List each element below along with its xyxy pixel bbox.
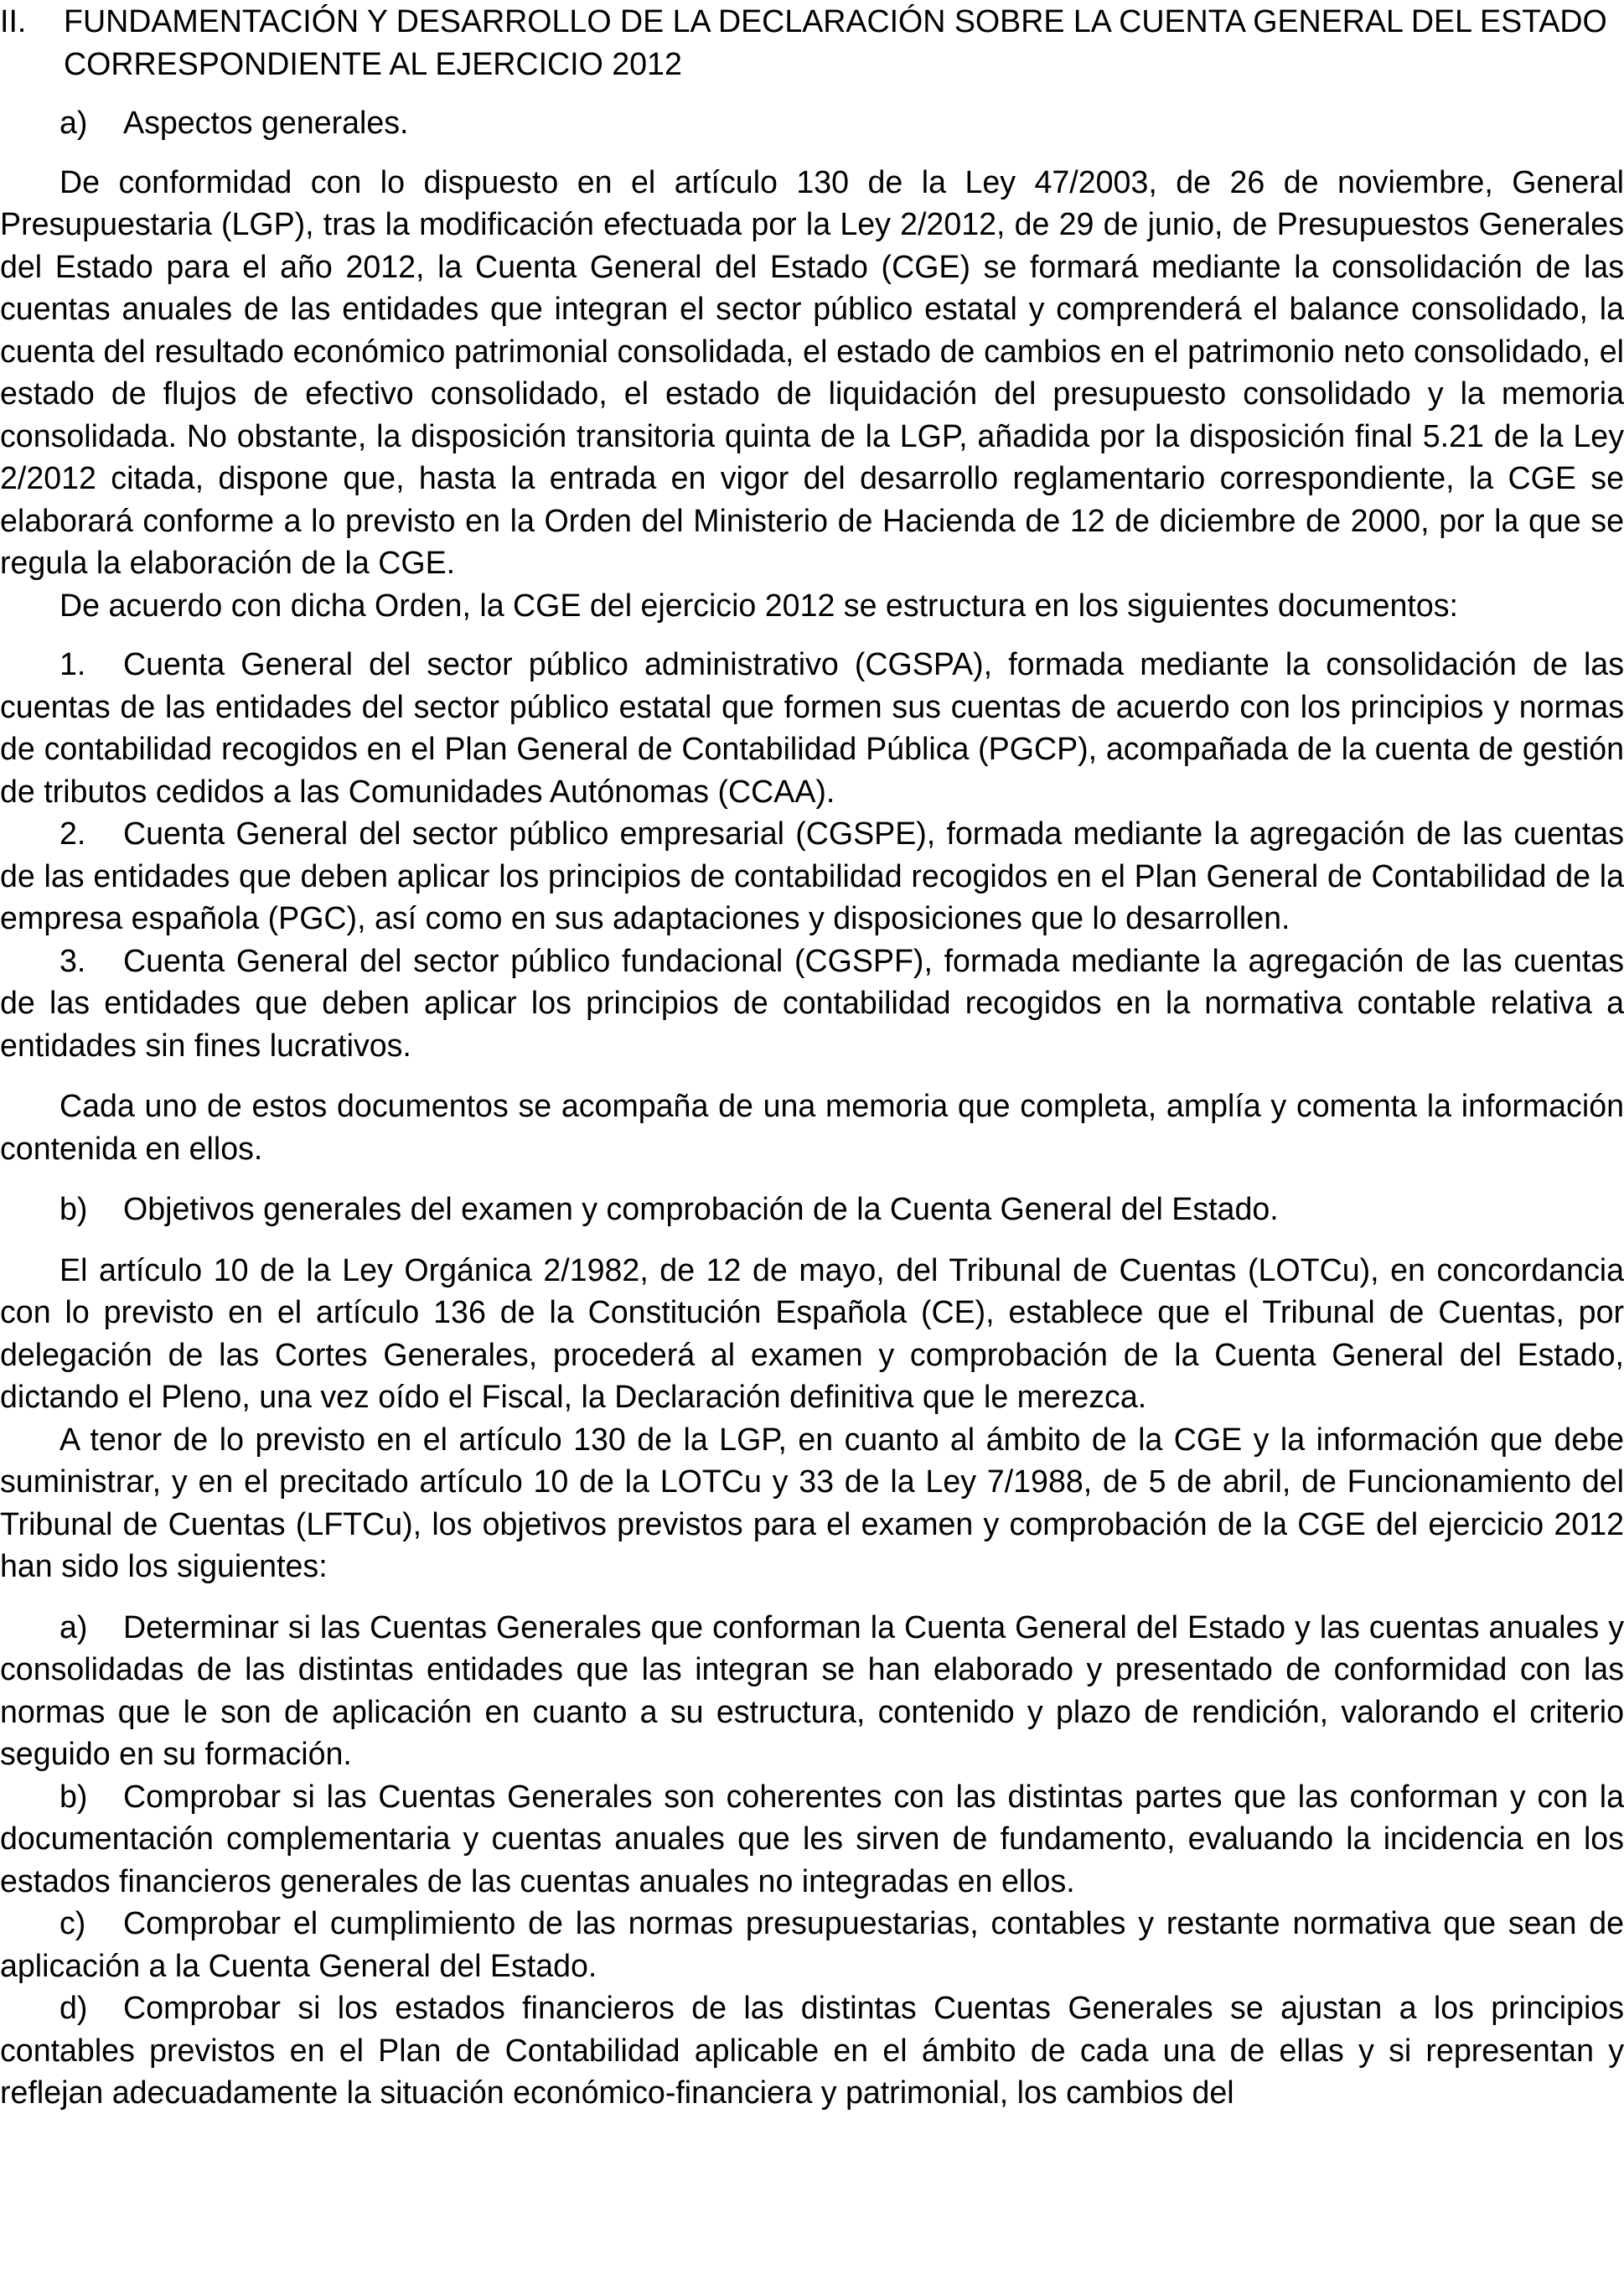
list-item-text: Cuenta General del sector público administrativo (CGSPA), formada mediante la consolidación de las cuentas de las entidades del sector público estatal que formen sus cuentas de acuerdo con los principios y normas de contabilidad recogidos en el Plan General de Contabilidad Pública (PGCP), acompañada de la cuenta de gestión de tributos cedidos a las Comunidades Autónomas (CCAA). bbox=[0, 646, 1624, 809]
section-title: FUNDAMENTACIÓN Y DESARROLLO DE LA DECLARACIÓN SOBRE LA CUENTA GENERAL DEL ESTADO CORRESPONDIENTE AL EJERCICIO 2012 bbox=[64, 3, 1607, 81]
list-item-label: d) bbox=[59, 1990, 88, 2025]
list-item-label: c) bbox=[59, 1905, 86, 1940]
list-item-label: 1. bbox=[59, 646, 86, 681]
list-item-text: Determinar si las Cuentas Generales que conforman la Cuenta General del Estado y las cuentas anuales y consolidadas de las distintas entidades que las integran se han elaborado y presentado de conformidad con las normas que le son de aplicación en cuanto a su estructura, contenido y plazo de rendición, valorando el criterio seguido en su formación. bbox=[0, 1609, 1624, 1771]
list-item-label: b) bbox=[59, 1778, 88, 1814]
section-number: II. bbox=[0, 3, 27, 39]
paragraph-legal-basis: De conformidad con lo dispuesto en el artículo 130 de la Ley 47/2003, de 26 de noviembre, General Presupuestaria (LGP), tras la modificación efectuada por la Ley 2/2012, de 29 de junio, de Presupuestos Generales del Estado para el año 2012, la Cuenta General del Estado (CGE) se formará mediante la consolidación de las cuentas anuales de las entidades que integran el sector público estatal y comprenderá el balance consolidado, la cuenta del resultado económico patrimonial consolidada, el estado de cambios en el patrimonio neto consolidado, el estado de flujos de efectivo consolidado, el estado de liquidación del presupuesto consolidado y la memoria consolidada. No obstante, la disposición transitoria quinta de la LGP, añadida por la disposición final 5.21 de la Ley 2/2012 citada, dispone que, hasta la entrada en vigor del desarrollo reglamentario correspondiente, la CGE se elaborará conforme a lo previsto en la Orden del Ministerio de Hacienda de 12 de diciembre de 2000, por la que se regula la elaboración de la CGE. bbox=[0, 163, 1624, 580]
list-item-label: a) bbox=[59, 1609, 88, 1645]
list-item-objective-a bbox=[0, 1606, 1624, 1775]
list-item-document-2 bbox=[0, 812, 1624, 940]
list-item-label: 3. bbox=[59, 942, 86, 978]
list-item-text: Cuenta General del sector público empresarial (CGSPE), formada mediante la agregación de las cuentas de las entidades que deben aplicar los principios de contabilidad recogidos en el Plan General de Contabilidad de la empresa española (PGC), así como en sus adaptaciones y disposiciones que lo desarrollen. bbox=[0, 816, 1624, 935]
list-item-document-3 bbox=[0, 940, 1624, 1067]
list-item-objective-b bbox=[0, 1775, 1624, 1903]
paragraph-objectives-intro: A tenor de lo previsto en el artículo 130 de la LGP, en cuanto al ámbito de la CGE y la información que debe suministrar, y en el precitado artículo 10 de la LOTCu y 33 de la Ley 7/1988, de 5 de abril, de Funcionamiento del Tribunal de Cuentas (LFTCu), los objetivos previstos para el examen y comprobación de la CGE del ejercicio 2012 han sido los siguientes: bbox=[0, 1421, 1624, 1583]
list-item-objective-c bbox=[0, 1902, 1624, 1987]
list-item-text: Cuenta General del sector público fundacional (CGSPF), formada mediante la agregación de las cuentas de las entidades que deben aplicar los principios de contabilidad recogidos en la normativa contable relativa a entidades sin fines lucrativos. bbox=[0, 942, 1624, 1063]
subsection-b-title: Objetivos generales del examen y comprobación de la Cuenta General del Estado. bbox=[123, 1191, 1279, 1226]
paragraph-lotcu: El artículo 10 de la Ley Orgánica 2/1982, de 12 de mayo, del Tribunal de Cuentas (LOTCu), en concordancia con lo previsto en el artículo 136 de la Constitución Española (CE), establece que el Tribunal de Cuentas, por delegación de las Cortes Generales, procederá al examen y comprobación de la Cuenta General del Estado, dictando el Pleno, una vez oído el Fiscal, la Declaración definitiva que le merezca. bbox=[0, 1251, 1624, 1414]
subsection-b-heading bbox=[0, 1188, 1624, 1230]
list-item-text: Comprobar el cumplimiento de las normas presupuestarias, contables y restante normativa que sean de aplicación a la Cuenta General del Estado. bbox=[0, 1905, 1624, 1983]
paragraph-memoria: Cada uno de estos documentos se acompaña de una memoria que completa, amplía y comenta la información contenida en ellos. bbox=[0, 1088, 1624, 1166]
list-item-document-1 bbox=[0, 643, 1624, 812]
subsection-a-label: a) bbox=[59, 105, 88, 140]
list-item-label: 2. bbox=[59, 816, 86, 851]
list-item-objective-d bbox=[0, 1987, 1624, 2114]
subsection-a-heading bbox=[0, 101, 1624, 144]
list-item-text: Comprobar si los estados financieros de las distintas Cuentas Generales se ajustan a los principios contables previstos en el Plan de Contabilidad aplicable en el ámbito de cada una de ellas y si representan y reflejan adecuadamente la situación económico-financiera y patrimonial, los cambios del bbox=[0, 1990, 1624, 2110]
paragraph-structure-intro: De acuerdo con dicha Orden, la CGE del ejercicio 2012 se estructura en los siguientes documentos: bbox=[59, 587, 1458, 623]
subsection-b-label: b) bbox=[59, 1191, 88, 1226]
subsection-a-title: Aspectos generales. bbox=[123, 105, 409, 140]
section-heading bbox=[0, 0, 1624, 85]
list-item-text: Comprobar si las Cuentas Generales son coherentes con las distintas partes que las conforman y con la documentación complementaria y cuentas anuales que les sirven de fundamento, evaluando la incidencia en los estados financieros generales de las cuentas anuales no integradas en ellos. bbox=[0, 1778, 1624, 1899]
